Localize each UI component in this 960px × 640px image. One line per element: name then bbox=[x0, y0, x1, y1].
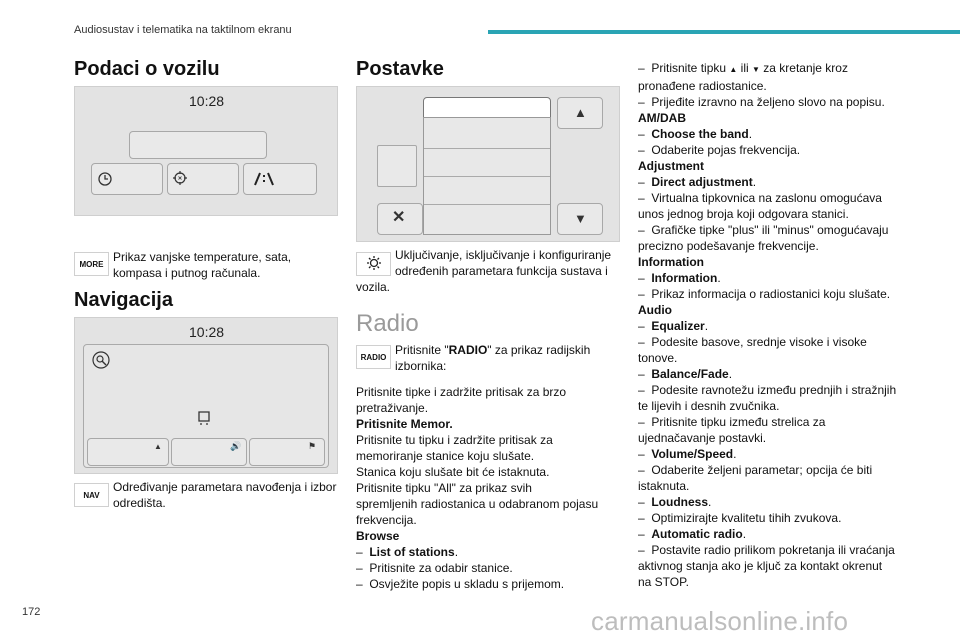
adjustment-item: Direct adjustment bbox=[651, 175, 753, 189]
text-line: Postavite radio prilikom pokretanja ili vraćanja bbox=[651, 543, 895, 557]
map-search-icon bbox=[91, 350, 111, 372]
scroll-up-button bbox=[557, 97, 603, 129]
audio-title: Audio bbox=[638, 303, 672, 317]
speaker-icon: 🔊 bbox=[230, 441, 242, 451]
amdab-title: AM/DAB bbox=[638, 111, 686, 125]
radio-heading: Radio bbox=[356, 310, 419, 337]
volume-speed-item: Volume/Speed bbox=[651, 447, 734, 461]
memor-title: Pritisnite Memor. bbox=[356, 417, 453, 431]
radio-intro-post: " za prikaz radijskih bbox=[487, 343, 591, 357]
loudness-item: Loudness bbox=[651, 495, 709, 509]
text-line: Podesite ravnotežu između prednjih i stražnjih bbox=[651, 383, 897, 397]
balance-fade-item: Balance/Fade bbox=[651, 367, 729, 381]
settings-heading: Postavke bbox=[356, 58, 444, 80]
settings-desc-line-2: određenih parametara funkcija sustava i bbox=[395, 264, 608, 278]
arrow-down-icon: ▼ bbox=[574, 211, 587, 226]
vehicle-clock: 10:28 bbox=[189, 93, 225, 109]
radio-intro-pre: Pritisnite " bbox=[395, 343, 449, 357]
memor-line: frekvencija. bbox=[356, 513, 417, 527]
vehicle-screen-illustration bbox=[74, 86, 338, 216]
text-line: Prikaz informacija o radiostanici koju slušate. bbox=[651, 287, 891, 301]
navigation-heading: Navigacija bbox=[74, 289, 173, 311]
arrow-up-icon: ▲ bbox=[154, 442, 162, 451]
text-line: te lijevih i desnih zvučnika. bbox=[638, 399, 780, 413]
browse-item: List of stations bbox=[369, 545, 455, 559]
memor-line: Pritisnite tu tipku i zadržite pritisak za bbox=[356, 433, 553, 447]
browse-title: Browse bbox=[356, 529, 400, 543]
nav-tile-direction bbox=[87, 438, 169, 466]
nav-badge: NAV bbox=[74, 483, 109, 507]
compass-tile bbox=[167, 163, 239, 195]
nav-desc-line-1: Određivanje parametara navođenja i izbor bbox=[113, 480, 337, 494]
header-accent-bar bbox=[488, 30, 960, 34]
vehicle-desc-line-1: Prikaz vanjske temperature, sata, bbox=[113, 250, 292, 264]
text-line: Optimizirajte kvalitetu tihih zvukova. bbox=[651, 511, 842, 525]
text-line: unos jednog broja koji odgovara stanici. bbox=[638, 207, 849, 221]
nav-desc-line-2: odredišta. bbox=[113, 496, 166, 510]
memor-line: memoriranje stanice koju slušate. bbox=[356, 449, 535, 463]
watermark: carmanualsonline.info bbox=[591, 606, 849, 636]
text-line: istaknuta. bbox=[638, 479, 690, 493]
text-line: Prijeđite izravno na željeno slovo na popisu. bbox=[651, 95, 885, 109]
nav-hint-a: Pritisnite tipku bbox=[651, 61, 727, 75]
radio-line: Pritisnite tipke i zadržite pritisak za brzo bbox=[356, 385, 567, 399]
arrow-up-icon: ▲ bbox=[729, 65, 738, 74]
navigation-description bbox=[113, 479, 336, 511]
radio-options-list: – Pritisnite tipku ▲ ili ▼ za kretanje kroz pronađene radiostanice. – Prijeđite izravno na željeno slovo na popisu. AM/DAB – Choose the band. – Odaberite pojas frekvencija. Adjustment – Direct adjustment. – Virtualna tipkovnica na zaslonu omogućava unos jednog broja koji odgovara stanici. – Grafičke tipke "plus" ili "minus" omogućavaju precizno podešavanje frekvencije. Information – Information. – Prikaz informacija o radiostanici koju slušate. Audio – Equalizer. – Podesite basove, srednje visoke i visoke tonove. – Balance/Fade. – Podesite ravnotežu između prednjih i stražnjih te lijevih i desnih zvučnika. – Pritisnite tipku između strelica za ujednačavanje postavki. – Volume/Speed. – Odaberite željeni parametar; opcija će biti istaknuta. – Loudness. – Optimizirajte kvalitetu tihih zvukova. – Automatic radio. – Postavite radio prilikom pokretanja ili vraćanja aktivnog stanja ako je ključ za kontakt okrenut na STOP. bbox=[638, 61, 897, 589]
settings-screen-illustration bbox=[356, 86, 620, 242]
text-line: Virtualna tipkovnica na zaslonu omogućava bbox=[651, 191, 882, 205]
road-icon bbox=[254, 172, 276, 188]
vehicle-heading: Podaci o vozilu bbox=[74, 58, 220, 80]
vehicle-desc-line-2: kompasa i putnog računala. bbox=[113, 266, 261, 280]
text-line: Odaberite željeni parametar; opcija će biti bbox=[651, 463, 873, 477]
text-line: ujednačavanje postavki. bbox=[638, 431, 767, 445]
browse-line: Pritisnite za odabir stanice. bbox=[369, 561, 513, 575]
information-item: Information bbox=[651, 271, 718, 285]
arrow-up-icon: ▲ bbox=[574, 105, 587, 120]
text-line: precizno podešavanje frekvencije. bbox=[638, 239, 819, 253]
settings-description bbox=[356, 247, 618, 295]
compass-icon bbox=[172, 170, 188, 188]
text-line: tonove. bbox=[638, 351, 678, 365]
radio-line: pretraživanje. bbox=[356, 401, 429, 415]
text-line: Podesite basove, srednje visoke i visoke bbox=[651, 335, 867, 349]
nav-hint-b: ili bbox=[740, 61, 749, 75]
radio-badge: RADIO bbox=[356, 345, 391, 369]
automatic-radio-item: Automatic radio bbox=[651, 527, 743, 541]
radio-body: Pritisnite tipke i zadržite pritisak za brzo pretraživanje. Pritisnite Memor. Pritisnite tu tipku i zadržite pritisak za memoriranje stanice koju slušate. Stanica koju slušate bit će istaknuta. Pritisnite tipku "All" za prikaz svih spremljenih radiostanica u odabranom pojasu frekvencija. Browse – List of stations. – Pritisnite za odabir stanice. – Osvježite popis u skladu s prijemom. bbox=[356, 385, 599, 591]
close-button bbox=[377, 203, 423, 235]
amdab-item: Choose the band bbox=[651, 127, 749, 141]
arrow-down-icon: ▼ bbox=[752, 65, 760, 74]
vehicle-info-field bbox=[129, 131, 267, 159]
nav-tile-audio bbox=[171, 438, 247, 466]
clock-tile bbox=[91, 163, 163, 195]
equalizer-item: Equalizer bbox=[651, 319, 705, 333]
text-line: Odaberite pojas frekvencija. bbox=[651, 143, 801, 157]
settings-desc-line-3: vozila. bbox=[356, 280, 391, 294]
list-box bbox=[423, 117, 551, 235]
settings-desc-line-1: Uključivanje, isključivanje i konfiguriranje bbox=[395, 248, 612, 262]
information-title: Information bbox=[638, 255, 704, 269]
side-square bbox=[377, 145, 417, 187]
text-line: pronađene radiostanice. bbox=[638, 79, 767, 93]
trip-computer-tile bbox=[243, 163, 317, 195]
nav-tile-destination bbox=[249, 438, 325, 466]
radio-intro-line-2: izbornika: bbox=[395, 359, 447, 373]
memor-line: Pritisnite tipku "All" za prikaz svih bbox=[356, 481, 532, 495]
memor-line: Stanica koju slušate bit će istaknuta. bbox=[356, 465, 550, 479]
text-line: Grafičke tipke "plus" ili "minus" omogućavaju bbox=[651, 223, 889, 237]
clock-icon bbox=[98, 172, 112, 188]
scroll-down-button bbox=[557, 203, 603, 235]
page-number: 172 bbox=[22, 606, 41, 618]
radio-intro-bold: RADIO bbox=[448, 343, 488, 357]
running-header: Audiosustav i telematika na taktilnom ekranu bbox=[74, 24, 292, 36]
radio-intro bbox=[395, 342, 590, 374]
vehicle-description bbox=[113, 249, 291, 281]
browse-line: Osvježite popis u skladu s prijemom. bbox=[369, 577, 565, 591]
close-icon: ✕ bbox=[392, 209, 406, 226]
text-line: na STOP. bbox=[638, 575, 689, 589]
text-line: Pritisnite tipku između strelica za bbox=[651, 415, 826, 429]
flag-icon: ⚑ bbox=[308, 441, 317, 451]
adjustment-title: Adjustment bbox=[638, 159, 704, 173]
vehicle-marker-icon bbox=[197, 410, 211, 428]
navigation-clock: 10:28 bbox=[189, 324, 225, 340]
more-badge: MORE bbox=[74, 252, 109, 276]
memor-line: spremljenih radiostanica u odabranom pojasu bbox=[356, 497, 599, 511]
navigation-screen-illustration bbox=[74, 317, 338, 474]
nav-hint-c: za kretanje kroz bbox=[763, 61, 848, 75]
text-line: aktivnog stanja ako je ključ za kontakt okrenut bbox=[638, 559, 883, 573]
